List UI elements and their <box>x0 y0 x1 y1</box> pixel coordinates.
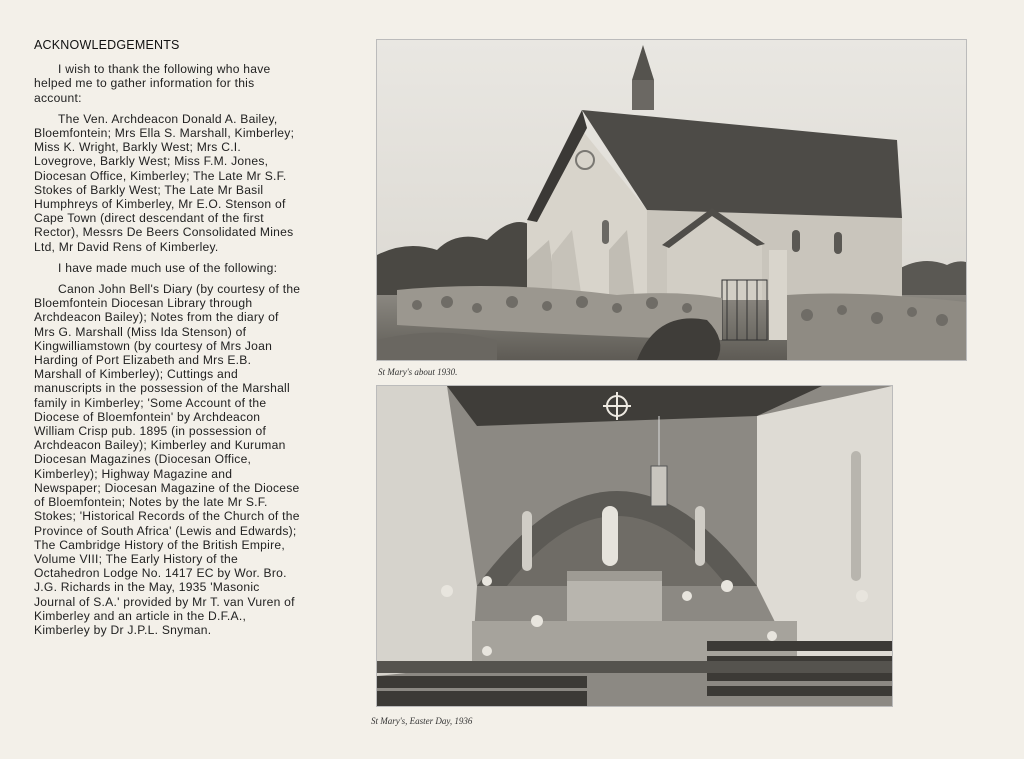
sources-paragraph: Canon John Bell's Diary (by courtesy of the Bloemfontein Diocesan Library through Archdeacon Bailey); Notes from the diary of Mrs G. Marshall (Miss Ida Stenson) of Kingwilliamstown (by courtesy of Mrs Joan Harding of Port Elizabeth and Mrs E.B. Marshall of Kimberley); Cuttings and manuscripts in the possession of the Marshall family in Kimberley; 'Some Account of the Diocese of Bloemfontein' by Archdeacon William Crisp pub. 1895 (in possession of Archdeacon Bailey); Kimberley and Kuruman Diocesan Magazines (Diocesan Office, Kimberley); Highway Magazine and Newspaper; Diocesan Magazine of the Diocese of Bloemfontein; Notes by the late Mr S.F. Stokes; 'Historical Records of the Church of the Province of South Africa' (Lewis and Edwards); The Cambridge History of the British Empire, Volume VIII; The Early History of the Octahedron Lodge No. 1417 EC by Wor. Bro. J.G. Richards in the May, 1935 'Masonic Journal of S.A.' provided by Mr T. van Vuren of Kimberley and an article in the D.F.A., Kimberley by Dr J.P.L. Snyman. <box>34 282 301 637</box>
sources-intro-paragraph: I have made much use of the following: <box>58 260 278 275</box>
section-heading: ACKNOWLEDGEMENTS <box>34 38 180 52</box>
thanks-paragraph: The Ven. Archdeacon Donald A. Bailey, Bloemfontein; Mrs Ella S. Marshall, Kimberley; Miss K. Wright, Barkly West; Mrs C.I. Lovegrove, Barkly West; Miss F.M. Jones, Diocesan Office, Kimberley; The Late Mr S.F. Stokes of Barkly West; The Late Mr Basil Humphreys of Kimberley, Mr E.O. Stenson of Cape Town (direct descendant of the first Rector), Messrs De Beers Consolidated Mines Ltd, Mr David Rens of Kimberley. <box>34 111 295 254</box>
photo1-caption: St Mary's about 1930. <box>378 367 458 377</box>
church-interior-illustration <box>377 386 892 706</box>
church-exterior-illustration <box>377 40 966 360</box>
intro-paragraph: I wish to thank the following who have helped me to gather information for this account: <box>34 62 271 105</box>
acknowledgements-column <box>34 38 302 644</box>
photo2-caption: St Mary's, Easter Day, 1936 <box>371 716 473 726</box>
church-exterior-photo <box>376 39 967 361</box>
church-interior-photo <box>376 385 893 707</box>
